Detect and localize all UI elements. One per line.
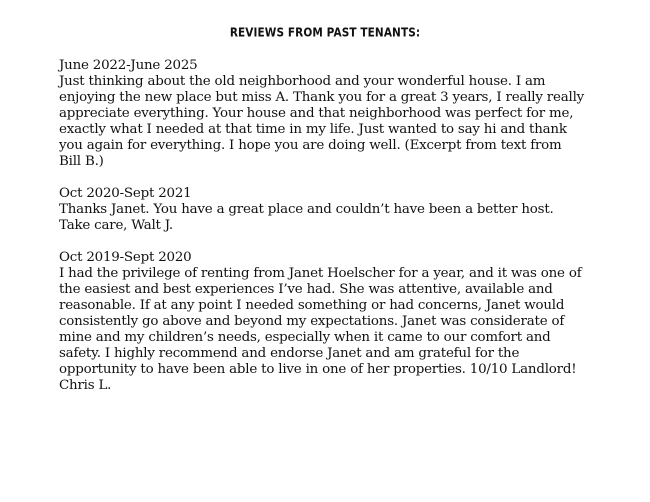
review-text-line: Chris L.: [59, 378, 112, 393]
review-text-line: the easiest and best experiences I’ve had. She was attentive, available and: [59, 282, 553, 297]
review-text-line: consistently go above and beyond my expectations. Janet was considerate of: [59, 314, 565, 329]
review-item: [59, 250, 619, 394]
review-text-line: Just thinking about the old neighborhood and your wonderful house. I am: [59, 74, 546, 89]
page-heading: REVIEWS FROM PAST TENANTS:: [229, 26, 421, 40]
review-text-line: exactly what I needed at that time in my life. Just wanted to say hi and thank: [59, 122, 567, 137]
review-text-line: Thanks Janet. You have a great place and couldn’t have been a better host.: [59, 202, 554, 217]
review-text-line: opportunity to have been able to live in one of her properties. 10/10 Landlord!: [59, 362, 577, 377]
review-text-line: reasonable. If at any point I needed something or had concerns, Janet would: [59, 298, 565, 313]
review-text-line: you again for everything. I hope you are doing well. (Excerpt from text from: [59, 138, 562, 153]
review-text-line: I had the privilege of renting from Janet Hoelscher for a year, and it was one of: [59, 266, 582, 281]
review-text-line: Take care, Walt J.: [59, 218, 173, 233]
review-item: [59, 186, 619, 234]
review-text-line: appreciate everything. Your house and that neighborhood was perfect for me,: [59, 106, 574, 121]
review-text-line: mine and my children’s needs, especially when it came to our comfort and: [59, 330, 551, 345]
review-text-line: safety. I highly recommend and endorse Janet and am grateful for the: [59, 346, 520, 361]
reviews-list: [59, 58, 619, 410]
review-dates: June 2022-June 2025: [59, 58, 198, 73]
review-text-line: enjoying the new place but miss A. Thank you for a great 3 years, I really really: [59, 90, 585, 105]
review-dates: Oct 2020-Sept 2021: [59, 186, 192, 201]
review-dates: Oct 2019-Sept 2020: [59, 250, 192, 265]
review-item: [59, 58, 619, 170]
review-text-line: Bill B.): [59, 154, 104, 169]
